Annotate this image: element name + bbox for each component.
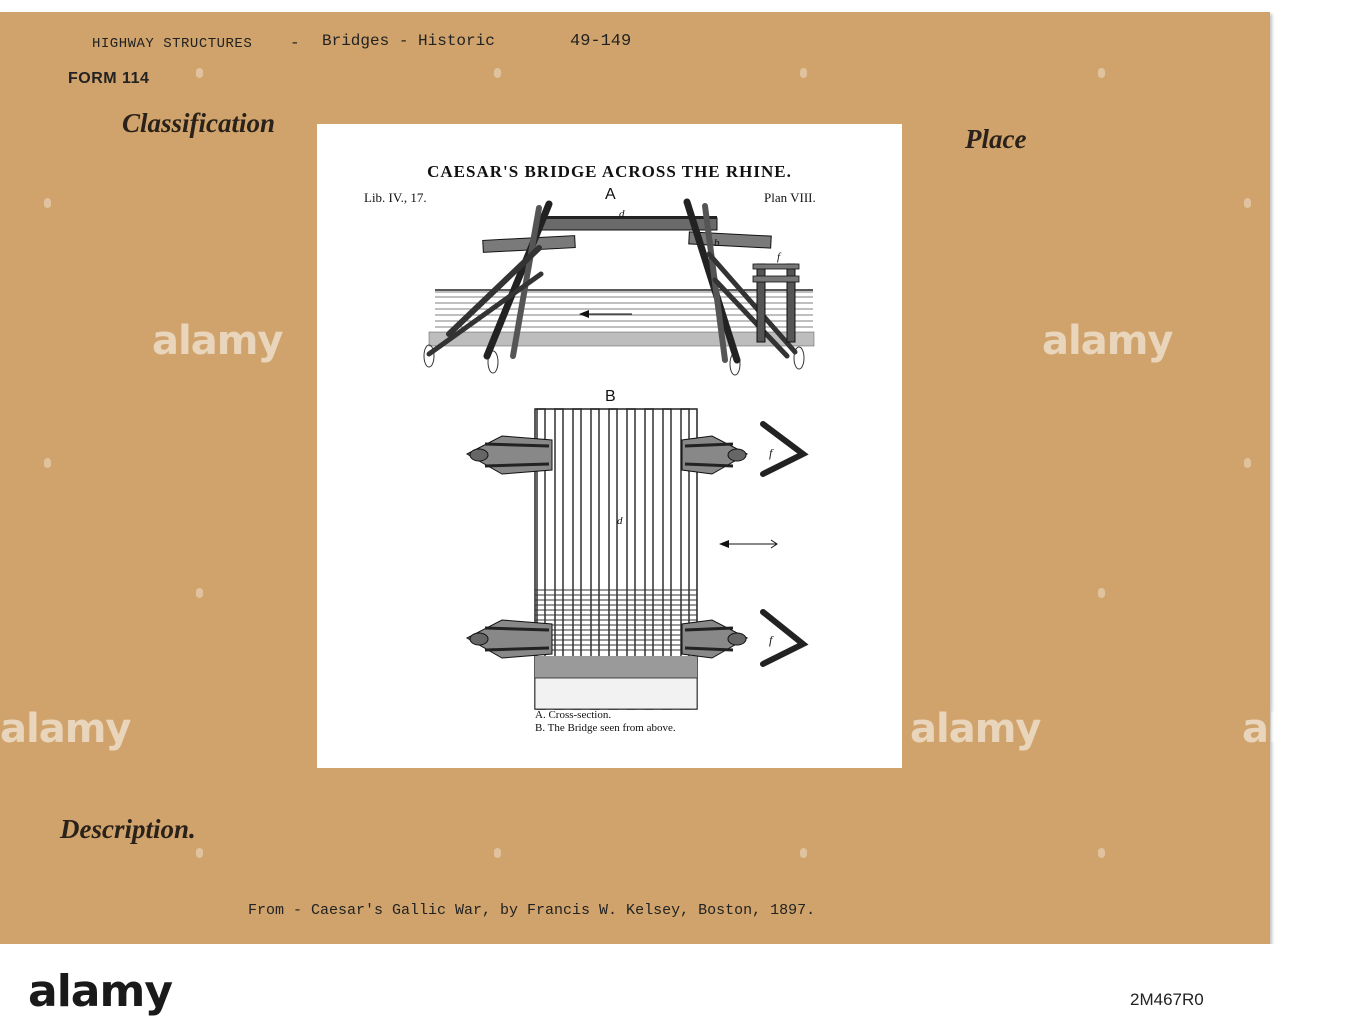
watermark-dot <box>44 198 51 208</box>
pier-cluster-left-bottom <box>467 620 552 658</box>
description-label: Description. <box>60 814 196 844</box>
river-bed <box>429 332 814 346</box>
watermark-logo: alamy <box>152 318 283 364</box>
bridge-illustration <box>317 124 902 768</box>
svg-text:f: f <box>769 633 773 647</box>
watermark-dot <box>196 848 203 858</box>
svg-text:d: d <box>617 515 623 527</box>
pier-cluster-right-top <box>682 436 747 474</box>
watermark-dot <box>800 68 807 78</box>
watermark-logo: alamy <box>910 706 1041 752</box>
pier-cluster-right-bottom <box>682 620 747 658</box>
watermark-dot <box>1244 198 1251 208</box>
watermark-logo: alamy <box>1042 318 1173 364</box>
svg-text:f: f <box>769 446 773 460</box>
category-heading: HIGHWAY STRUCTURES <box>92 36 253 52</box>
form-number: FORM 114 <box>68 70 150 87</box>
svg-text:b: b <box>714 237 720 249</box>
heading-dash: - <box>290 34 300 52</box>
watermark-dot <box>1098 68 1105 78</box>
watermark-dot <box>494 848 501 858</box>
watermark-logo: alamy <box>1242 706 1372 752</box>
pier-cluster-left-top <box>467 436 552 474</box>
source-citation: From - Caesar's Gallic War, by Francis W. Kelsey, Boston, 1897. <box>248 902 816 919</box>
caption-cross-section: A. Cross-section. <box>535 709 612 721</box>
deck-wattle <box>535 656 697 678</box>
plate-plan-number: Plan VIII. <box>764 190 816 205</box>
watermark-dot <box>196 68 203 78</box>
archive-card <box>0 12 1372 944</box>
section-a-letter: A <box>605 186 616 203</box>
plate-reference: Lib. IV., 17. <box>364 190 427 205</box>
watermark-image-id: 2M467R0 <box>1130 990 1204 1009</box>
section-b-letter: B <box>605 388 616 405</box>
watermark-dot <box>800 848 807 858</box>
svg-text:d: d <box>619 208 625 220</box>
classification-label: Classification <box>122 108 276 138</box>
watermark-dot <box>196 588 203 598</box>
illustration-plate <box>317 124 902 768</box>
place-label: Place <box>965 124 1027 154</box>
plate-title: CAESAR'S BRIDGE ACROSS THE RHINE. <box>427 162 792 181</box>
subject-heading: Bridges - Historic <box>322 32 495 50</box>
svg-text:f: f <box>777 251 781 263</box>
watermark-logo: alamy <box>0 706 131 752</box>
watermark-dot <box>494 68 501 78</box>
caption-plan-view: B. The Bridge seen from above. <box>535 722 676 734</box>
watermark-dot <box>1098 848 1105 858</box>
record-number: 49-149 <box>570 32 632 51</box>
watermark-dot <box>1244 458 1251 468</box>
watermark-banner-logo: alamy <box>28 966 172 1017</box>
watermark-banner <box>0 944 1300 1034</box>
watermark-dot <box>44 458 51 468</box>
watermark-dot <box>1098 588 1105 598</box>
